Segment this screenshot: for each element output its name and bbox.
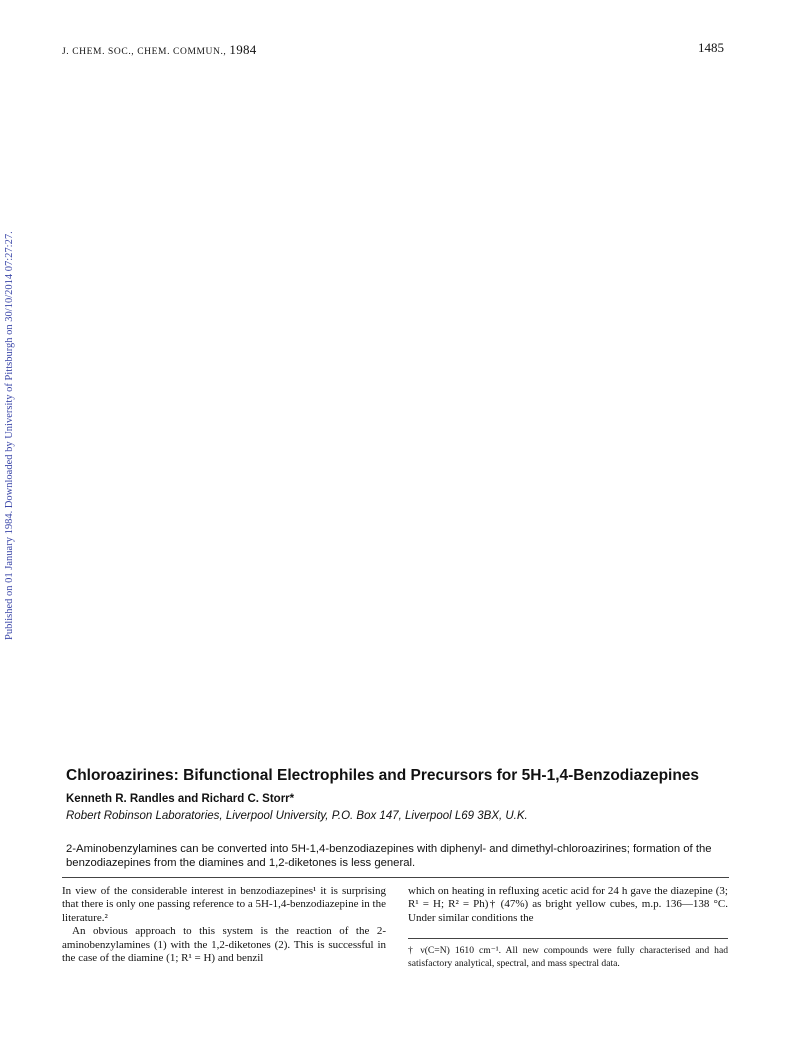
- body-column-right: [408, 885, 728, 970]
- journal-year: 1984: [229, 42, 257, 57]
- page-number: 1485: [698, 40, 724, 55]
- article-abstract: 2-Aminobenzylamines can be converted into 5H-1,4-benzodiazepines with diphenyl- and dimethyl-chloroazirines; formation of the benzodiazepines from the diamines and 1,2-diketones is less general.: [66, 843, 712, 869]
- article-title: Chloroazirines: Bifunctional Electrophiles and Precursors for 5H-1,4-Benzodiazepines: [66, 767, 700, 784]
- body-paragraph: In view of the considerable interest in benzodiazepines¹ it is surprising that there is only one passing reference to a 5H-1,4-benzodiazepine in the literature.²: [62, 885, 386, 924]
- abstract-divider: [62, 877, 729, 878]
- footnote-divider: [408, 938, 728, 939]
- article-affiliation: Robert Robinson Laboratories, Liverpool University, P.O. Box 147, Liverpool L69 3BX, U.K.: [66, 810, 528, 822]
- download-notice[interactable]: Published on 01 January 1984. Downloaded by University of Pittsburgh on 30/10/2014 07:27:27.: [4, 231, 15, 640]
- article-authors: Kenneth R. Randles and Richard C. Storr*: [66, 793, 295, 805]
- footnote: † ν(C=N) 1610 cm⁻¹. All new compounds were fully characterised and had satisfactory analytical, spectral, and mass spectral data.: [408, 945, 728, 969]
- journal-name: J. CHEM. SOC., CHEM. COMMUN.,: [62, 47, 230, 57]
- body-paragraph: An obvious approach to this system is the reaction of the 2-aminobenzylamines (1) with the 1,2-diketones (2). This is successful in the case of the diamine (1; R¹ = H) and benzil: [62, 925, 386, 965]
- body-column-left: [62, 885, 386, 965]
- running-head: [62, 42, 257, 58]
- body-paragraph: which on heating in refluxing acetic acid for 24 h gave the diazepine (3; R¹ = H; R² = Ph)† (47%) as bright yellow cubes, m.p. 136—138 °C. Under similar conditions the: [408, 885, 728, 924]
- sidebar-notice-container: [2, 210, 18, 640]
